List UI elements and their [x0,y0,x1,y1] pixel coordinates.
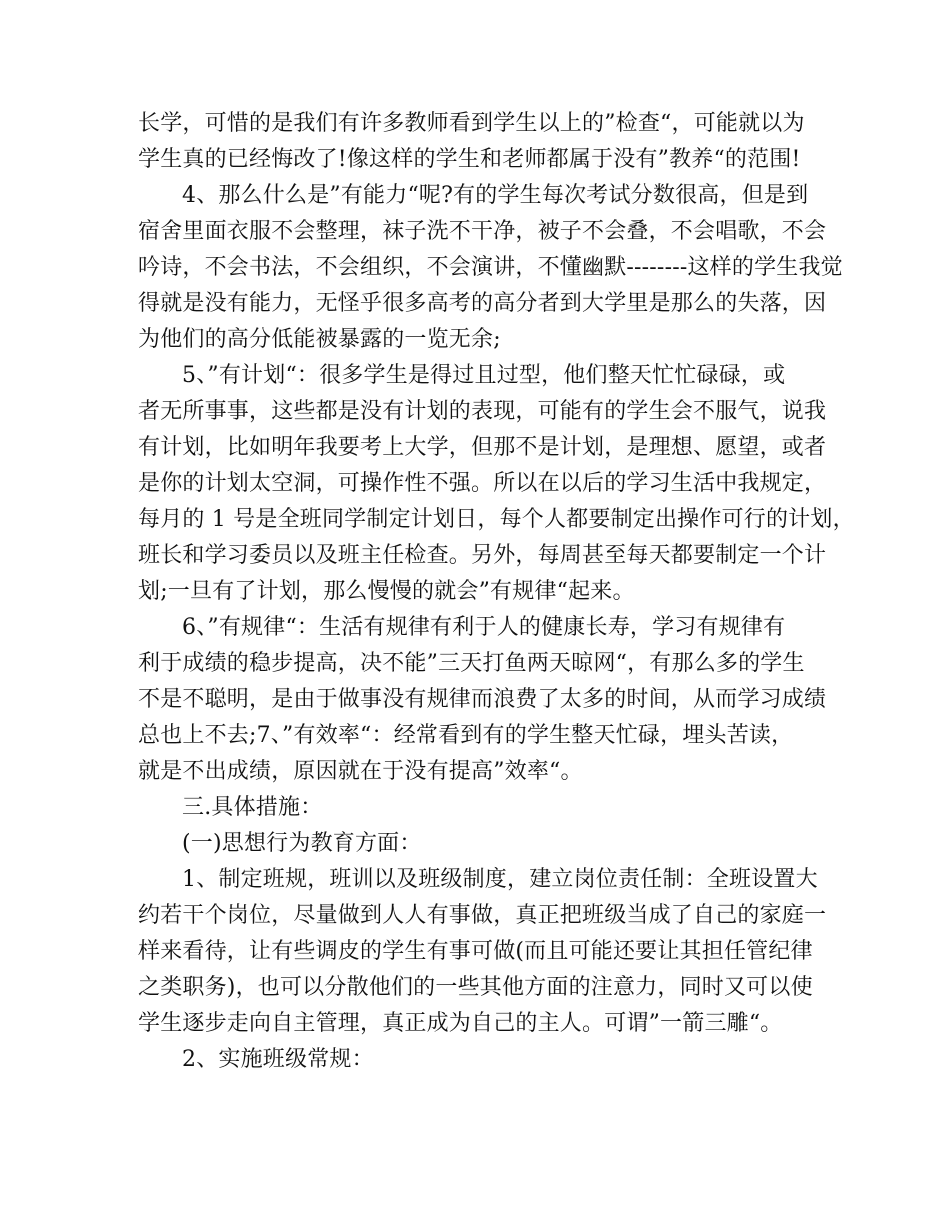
text-line: 学生真的已经悔改了!像这样的学生和老师都属于没有”教养“的范围! [138,147,801,172]
text-line: 有计划，比如明年我要考上大学，但那不是计划，是理想、愿望，或者 [138,435,827,460]
text-line: (一)思想行为教育方面： [182,831,422,856]
text-line: 长学，可惜的是我们有许多教师看到学生以上的”检查“，可能就以为 [138,111,805,136]
text-line: 学生逐步走向自主管理，真正成为自己的主人。可谓”一箭三雕“。 [138,1011,783,1036]
text-line: 得就是没有能力，无怪乎很多高考的高分者到大学里是那么的失落，因 [138,291,827,316]
text-line: 6、”有规律“：生活有规律有利于人的健康长寿，学习有规律有 [182,615,786,640]
text-line: 2、实施班级常规： [182,1047,374,1072]
text-line: 就是不出成绩，原因就在于没有提高”效率“。 [138,759,583,784]
text-line: 者无所事事，这些都是没有计划的表现，可能有的学生会不服气，说我 [138,399,827,424]
text-line: 样来看待，让有些调皮的学生有事可做(而且可能还要让其担任管纪律 [138,939,813,964]
text-line: 吟诗，不会书法，不会组织，不会演讲，不懂幽默--------这样的学生我觉 [138,255,843,280]
text-line: 不是不聪明，是由于做事没有规律而浪费了太多的时间，从而学习成绩 [138,687,827,712]
text-line: 划;一旦有了计划，那么慢慢的就会”有规律“起来。 [138,579,635,604]
text-line: 是你的计划太空洞，可操作性不强。所以在以后的学习生活中我规定， [138,471,827,496]
text-line: 班长和学习委员以及班主任检查。另外，每周甚至每天都要制定一个计 [138,543,827,568]
text-line: 总也上不去;7、”有效率“：经常看到有的学生整天忙碌，埋头苦读， [138,723,794,748]
text-line: 每月的 1 号是全班同学制定计划日，每个人都要制定出操作可行的计划， [138,507,855,532]
text-line: 三.具体措施： [182,795,323,820]
text-line: 宿舍里面衣服不会整理，袜子洗不干净，被子不会叠，不会唱歌，不会 [138,219,827,244]
document-body [138,106,855,1078]
text-line: 4、那么什么是”有能力“呢?有的学生每次考试分数很高，但是到 [182,183,809,208]
text-line: 约若干个岗位，尽量做到人人有事做，真正把班级当成了自己的家庭一 [138,903,827,928]
text-line: 1、制定班规，班训以及班级制度，建立岗位责任制：全班设置大 [182,867,818,892]
text-line: 之类职务)，也可以分散他们的一些其他方面的注意力，同时又可以使 [138,975,813,1000]
text-line: 5、”有计划“：很多学生是得过且过型，他们整天忙忙碌碌，或 [182,363,786,388]
text-line: 为他们的高分低能被暴露的一览无余; [138,327,501,352]
text-line: 利于成绩的稳步提高，决不能”三天打鱼两天晾网“，有那么多的学生 [138,651,805,676]
